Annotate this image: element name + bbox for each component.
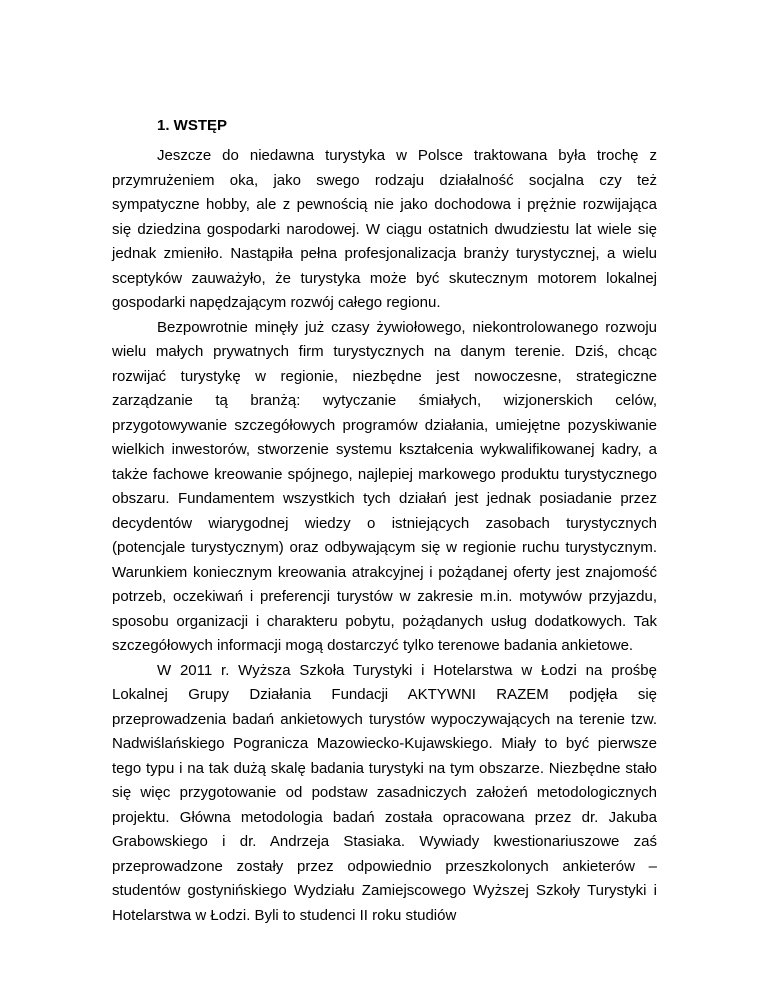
document-body (112, 144, 657, 928)
paragraph-2: Bezpowrotnie minęły już czasy żywiołowego, niekontrolowanego rozwoju wielu małych prywatnych firm turystycznych na danym terenie. Dziś, chcąc rozwijać turystykę w regionie, niezbędne jest nowoczesne, strategiczne zarządzanie tą branżą: wytyczanie śmiałych, wizjonerskich celów, przygotowywanie szczegółowych programów działania, umiejętne pozyskiwanie wielkich inwestorów, stworzenie systemu kształcenia wykwalifikowanej kadry, a także fachowe kreowanie spójnego, najlepiej markowego produktu turystycznego obszaru. Fundamentem wszystkich tych działań jest jednak posiadanie przez decydentów wiarygodnej wiedzy o istniejących zasobach turystycznych (potencjale turystycznym) oraz odbywającym się w regionie ruchu turystycznym. Warunkiem koniecznym kreowania atrakcyjnej i pożądanej oferty jest znajomość potrzeb, oczekiwań i preferencji turystów w zakresie m.in. motywów przyjazdu, sposobu organizacji i charakteru pobytu, pożądanych usług dodatkowych. Tak szczegółowych informacji mogą dostarczyć tylko terenowe badania ankietowe. (112, 318, 657, 654)
paragraph-3: W 2011 r. Wyższa Szkoła Turystyki i Hotelarstwa w Łodzi na prośbę Lokalnej Grupy Działania Fundacji AKTYWNI RAZEM podjęła się przeprowadzenia badań ankietowych turystów wypoczywających na terenie tzw. Nadwiślańskiego Pogranicza Mazowiecko-Kujawskiego. Miały to być pierwsze tego typu i na tak dużą skalę badania turystyki na tym obszarze. Niezbędne stało się więc przygotowanie od podstaw zasadniczych założeń metodologicznych projektu. Główna metodologia badań została opracowana przez dr. Jakuba Grabowskiego i dr. Andrzeja Stasiaka. Wywiady kwestionariuszowe zaś przeprowadzone zostały przez odpowiednio przeszkolonych ankieterów – studentów gostynińskiego Wydziału Zamiejscowego Wyższej Szkoły Turystyki i Hotelarstwa w Łodzi. Byli to studenci II roku studiów (112, 661, 657, 924)
section-heading: 1. WSTĘP (157, 117, 228, 134)
paragraph-1: Jeszcze do niedawna turystyka w Polsce traktowana była trochę z przymrużeniem oka, jako swego rodzaju działalność socjalna czy też sympatyczne hobby, ale z pewnością nie jako dochodowa i prężnie rozwijająca się dziedzina gospodarki narodowej. W ciągu ostatnich dwudziestu lat wiele się jednak zmieniło. Nastąpiła pełna profesjonalizacja branży turystycznej, a wielu sceptyków zauważyło, że turystyka może być skutecznym motorem lokalnej gospodarki napędzającym rozwój całego regionu. (112, 147, 657, 311)
